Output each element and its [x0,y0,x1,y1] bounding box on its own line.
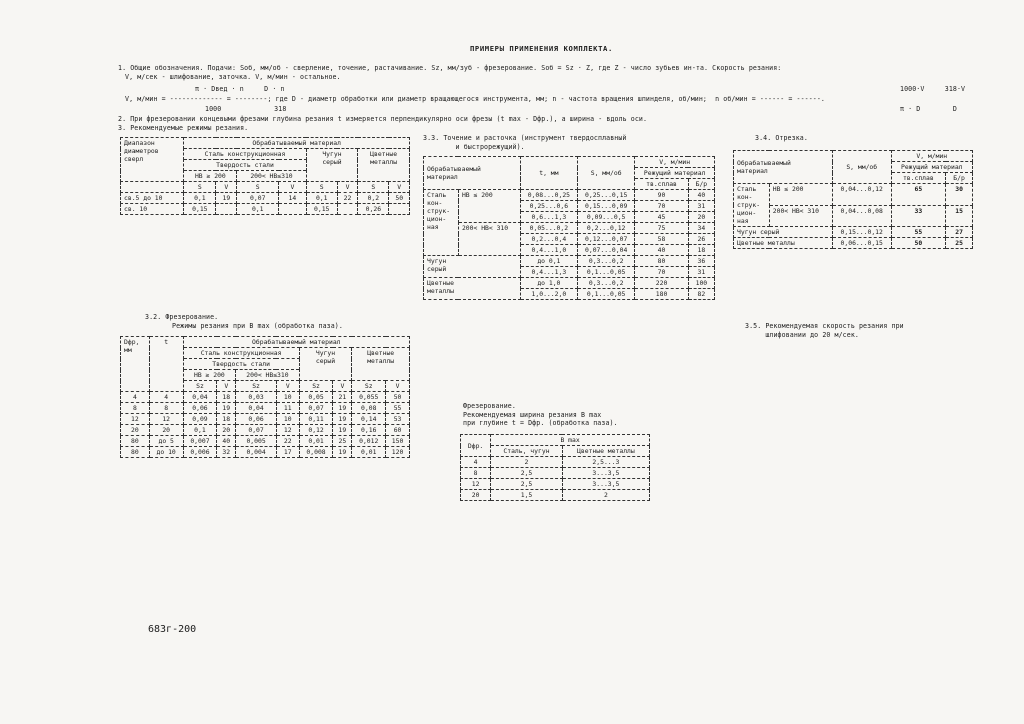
cutting-material-header: Режущий материал [891,162,972,173]
cell: 0,1 [237,204,279,215]
cell: 50 [389,193,410,204]
color-metals-label: Цветные металлы [734,238,833,249]
cell: 26 [688,234,714,245]
hardness-header: Твердость стали [183,359,299,370]
material-label: Чугун серый [424,256,521,278]
cell: 220 [635,278,688,289]
cell: 1,5 [491,490,563,501]
table-row [461,490,650,501]
cell: 31 [688,267,714,278]
cell: 0,2...0,4 [520,234,577,245]
cell: 0,04...0,12 [832,184,891,206]
cell: 0,3...0,2 [578,256,635,267]
formula-right-numerator: 1000·V 318·V [900,85,966,93]
cell: 30 [946,184,973,206]
table-row [121,403,410,414]
table-row [121,392,410,403]
cell: 0,1 [306,193,337,204]
cell: 17 [276,447,299,458]
cell: 0,04...0,08 [832,205,891,227]
intro-line-1: 1. Общие обозначения. Подачи: Sоб, мм/об - сверление, точение, растачивание. Sz, мм/зуб - фрезерование. Sоб = Sz · Z, где Z - число зубьев ин-та. Скорость резания: [118,64,782,72]
cell: 0,09...0,5 [578,212,635,223]
hb-high-label: 200< НВ< 310 [769,205,832,227]
table-row [424,190,715,201]
cell: 50 [386,392,410,403]
cell: 0,2 [358,193,389,204]
steel-header: Сталь конструкционная [183,348,299,359]
cell: 20 [217,425,236,436]
cell: 70 [635,267,688,278]
formula-line: V, м/мин = ------------- = --------; где D - диаметр обработки или диаметр вращающегося инструмента, мм; n - частота вращения шпинделя, об/мин; n об/мин = ------ = ------. [125,95,825,103]
cell: 80 [121,436,150,447]
cell: 0,08 [352,403,386,414]
intro-line-4: 3. Рекомендуемые режимы резания. [118,124,249,132]
cell: 0,12 [299,425,333,436]
cell: 8 [149,403,183,414]
parting-heading: 3.4. Отрезка. [755,134,808,142]
table-row [424,278,715,289]
cell: 19 [216,193,237,204]
cell: 20 [688,212,714,223]
hardness-header: Твердость стали [184,160,306,171]
iron-header: Чугун серый [306,149,358,182]
material-label: Цветные металлы [424,278,521,300]
cell: 2,5 [491,468,563,479]
cell: 20 [121,425,150,436]
cell: 0,08...0,25 [520,190,577,201]
cell: 0,004 [236,447,277,458]
cell: 0,25...0,6 [520,201,577,212]
cell: 0,1 [184,193,216,204]
cell: 0,04 [236,403,277,414]
hard-alloy-header: тв.сплав [635,179,688,190]
feed-header: S, мм/об [578,157,635,190]
cell: 10 [276,392,299,403]
grinding-note: 3.5. Рекомендуемая скорость резания при шлифовании до 20 м/сек. [745,322,904,339]
table-row [461,479,650,490]
cell: 3...3,5 [562,468,649,479]
color-metals-header: Цветные металлы [352,348,410,381]
milling-subheading: Режимы резания при B max (обработка паза). [172,322,343,330]
cell: 40 [635,245,688,256]
cell: 3...3,5 [562,479,649,490]
cell: 0,2...0,12 [578,223,635,234]
cell: 19 [333,425,352,436]
cell: 22 [276,436,299,447]
turning-table [423,156,715,300]
col-v: V [216,182,237,193]
col-s: S [306,182,337,193]
cell: 19 [217,403,236,414]
material-header: Обрабатываемый материал [424,157,521,190]
cell: 0,05...0,2 [520,223,577,234]
cell: 40 [217,436,236,447]
hb-low-label: НВ ≤ 200 [769,184,832,206]
table-row [461,468,650,479]
cell: 100 [688,278,714,289]
hard-alloy-header: тв.сплав [891,173,946,184]
table-row [424,256,715,267]
parting-table [733,150,973,249]
cell: 19 [333,403,352,414]
table-row [734,227,973,238]
cell: 70 [635,201,688,212]
color-metals-header: Цветные металлы [562,446,649,457]
hardness-label: 200< НВ< 310 [458,223,520,256]
turning-heading: 3.3. Точение и расточка (инструмент твердосплавный и быстрорежущий). [423,134,627,151]
cell: 45 [635,212,688,223]
cell: 21 [333,392,352,403]
col-sz: Sz [352,381,386,392]
cell: 0,055 [352,392,386,403]
cell: 12 [461,479,491,490]
cell: 0,1...0,05 [578,289,635,300]
table-row [424,223,715,234]
cell: 40 [688,190,714,201]
cell: 0,26 [358,204,389,215]
hb-high-header: 200< НВ≤310 [237,171,306,182]
cell [216,204,237,215]
cell: 8 [121,403,150,414]
cell: 0,01 [352,447,386,458]
cell: 0,15 [306,204,337,215]
hb-low-header: НВ ≥ 200 [183,370,236,381]
col-v: V [333,381,352,392]
formula-denominator: 1000 318 [205,105,287,113]
cell: 0,07 [299,403,333,414]
cell: 18 [217,392,236,403]
cell: 4 [461,457,491,468]
cell: 0,008 [299,447,333,458]
cell: св.5 до 10 [121,193,184,204]
cell: 12 [121,414,150,425]
cell: 2,5 [491,479,563,490]
cell: 0,6...1,3 [520,212,577,223]
cell: 0,07 [237,193,279,204]
color-metals-header: Цветные металлы [358,149,410,182]
col-sz: Sz [299,381,333,392]
cell: 180 [635,289,688,300]
cell: 15 [946,205,973,227]
intro-line-2: V, м/сек - шлифование, заточка. V, м/мин - остальное. [125,73,341,81]
cell: 12 [276,425,299,436]
col-v: V [217,381,236,392]
cell: 55 [891,227,946,238]
cell: 75 [635,223,688,234]
cell: 18 [688,245,714,256]
table-row [734,205,973,227]
hardness-label: НВ ≤ 200 [458,190,520,223]
cell: 20 [461,490,491,501]
cell: 120 [386,447,410,458]
cell: 25 [333,436,352,447]
cell: 0,04 [183,392,217,403]
cell: до 10 [149,447,183,458]
hb-low-header: НВ ≥ 200 [184,171,237,182]
table-row [734,184,973,206]
cell: 60 [386,425,410,436]
col-v: V [386,381,410,392]
milling-width-heading: Фрезерование. Рекомендуемая ширина резания B max при глубине t = Dфр. (обработка паза). [463,402,618,428]
table-row [461,457,650,468]
milling-table [120,336,410,458]
cell: 2 [491,457,563,468]
cell: 11 [276,403,299,414]
cell: 0,1 [183,425,217,436]
cell: 50 [891,238,946,249]
steel-label: Сталь кон- струк- цион- ная [734,184,770,227]
table-row [121,447,410,458]
col-v: V [279,182,307,193]
col-v: V [337,182,357,193]
cell: 0,4...1,3 [520,267,577,278]
cell: 0,14 [352,414,386,425]
feed-header: S, мм/об [832,151,891,184]
cell: 150 [386,436,410,447]
table-row [734,238,973,249]
steel-header: Сталь конструкционная [184,149,306,160]
iron-label: Чугун серый [734,227,833,238]
speed-header: V, м/мин [635,157,715,168]
cell: 0,16 [352,425,386,436]
cell [279,204,307,215]
table-row [121,425,410,436]
cell: 0,005 [236,436,277,447]
table-row [121,436,410,447]
document-code: 683г-200 [148,624,197,635]
formula-right-denominator: π · D D [900,105,957,113]
cell: 25 [946,238,973,249]
cell: 0,4...1,0 [520,245,577,256]
hss-header: Б/р [946,173,973,184]
cell: 31 [688,201,714,212]
cell: 58 [635,234,688,245]
cell: 0,09 [183,414,217,425]
cell: 55 [386,403,410,414]
cell: 33 [891,205,946,227]
dfr-header: Dфр. [461,435,491,457]
cell: 1,0...2,0 [520,289,577,300]
cell: 32 [217,447,236,458]
steel-iron-header: Сталь, чугун [491,446,563,457]
depth-header: t, мм [520,157,577,190]
cell: 80 [635,256,688,267]
cell [389,204,410,215]
cell: 0,03 [236,392,277,403]
page-title: ПРИМЕРЫ ПРИМЕНЕНИЯ КОМПЛЕКТА. [470,44,613,53]
cell: 65 [891,184,946,206]
cell: 0,25...0,15 [578,190,635,201]
steel-label: Сталь кон- струк- цион- ная [424,190,459,256]
iron-header: Чугун серый [299,348,352,381]
milling-width-table [460,434,650,501]
col-v: V [389,182,410,193]
table-row [121,193,410,204]
diameter-range-header: Диапазон диаметров сверл [121,138,184,182]
cell: 4 [121,392,150,403]
cell: 0,12...0,07 [578,234,635,245]
table-row [121,204,410,215]
cell: 20 [149,425,183,436]
hss-header: Б/р [688,179,714,190]
col-v: V [276,381,299,392]
col-sz: Sz [236,381,277,392]
bmax-header: B max [491,435,650,446]
cell: 0,06 [236,414,277,425]
cell: до 5 [149,436,183,447]
cell: 0,15...0,09 [578,201,635,212]
cell: 27 [946,227,973,238]
cell: 10 [276,414,299,425]
cell: 8 [461,468,491,479]
milling-heading: 3.2. Фрезерование. [145,313,219,321]
cell: 36 [688,256,714,267]
cell: 82 [688,289,714,300]
cell: 53 [386,414,410,425]
cell: 12 [149,414,183,425]
cell: 14 [279,193,307,204]
cell: 0,06 [183,403,217,414]
cell: 80 [121,447,150,458]
cell: 0,06...0,15 [832,238,891,249]
col-s: S [358,182,389,193]
cell: 0,05 [299,392,333,403]
cell: 0,1...0,05 [578,267,635,278]
cell: 19 [333,414,352,425]
cell: 0,07 [236,425,277,436]
material-header: Обрабатываемый материал [734,151,833,184]
t-header: t [149,337,183,392]
col-s: S [184,182,216,193]
formula-numerator: π · Dвед · n D · n [195,85,285,93]
cell: св. 10 [121,204,184,215]
col-sz: Sz [183,381,217,392]
cell: 18 [217,414,236,425]
cell [337,204,357,215]
cell: 22 [337,193,357,204]
speed-header: V, м/мин [891,151,972,162]
cell: 0,012 [352,436,386,447]
cell: 0,006 [183,447,217,458]
table-row [121,414,410,425]
cell: 0,3...0,2 [578,278,635,289]
hb-high-header: 200< НВ≤310 [236,370,299,381]
cell: 4 [149,392,183,403]
cell: 0,01 [299,436,333,447]
cell: до 0,1 [520,256,577,267]
drilling-table [120,137,410,215]
cell: 90 [635,190,688,201]
cell: 34 [688,223,714,234]
cell: 2,5...3 [562,457,649,468]
dfr-header: Dфр, мм [121,337,150,392]
col-s: S [237,182,279,193]
cell: 2 [562,490,649,501]
cell: 0,07...0,04 [578,245,635,256]
material-header: Обрабатываемый материал [184,138,410,149]
cell: 0,15...0,12 [832,227,891,238]
material-header: Обрабатываемый материал [183,337,409,348]
cell: 0,15 [184,204,216,215]
cell: 19 [333,447,352,458]
cell: 0,11 [299,414,333,425]
intro-line-3: 2. При фрезеровании концевыми фрезами глубина резания t измеряется перпендикулярно оси фрезы (t max - Dфр.), а ширина - вдоль оси. [118,115,648,123]
cell: до 1,0 [520,278,577,289]
cutting-material-header: Режущий материал [635,168,715,179]
cell: 0,007 [183,436,217,447]
